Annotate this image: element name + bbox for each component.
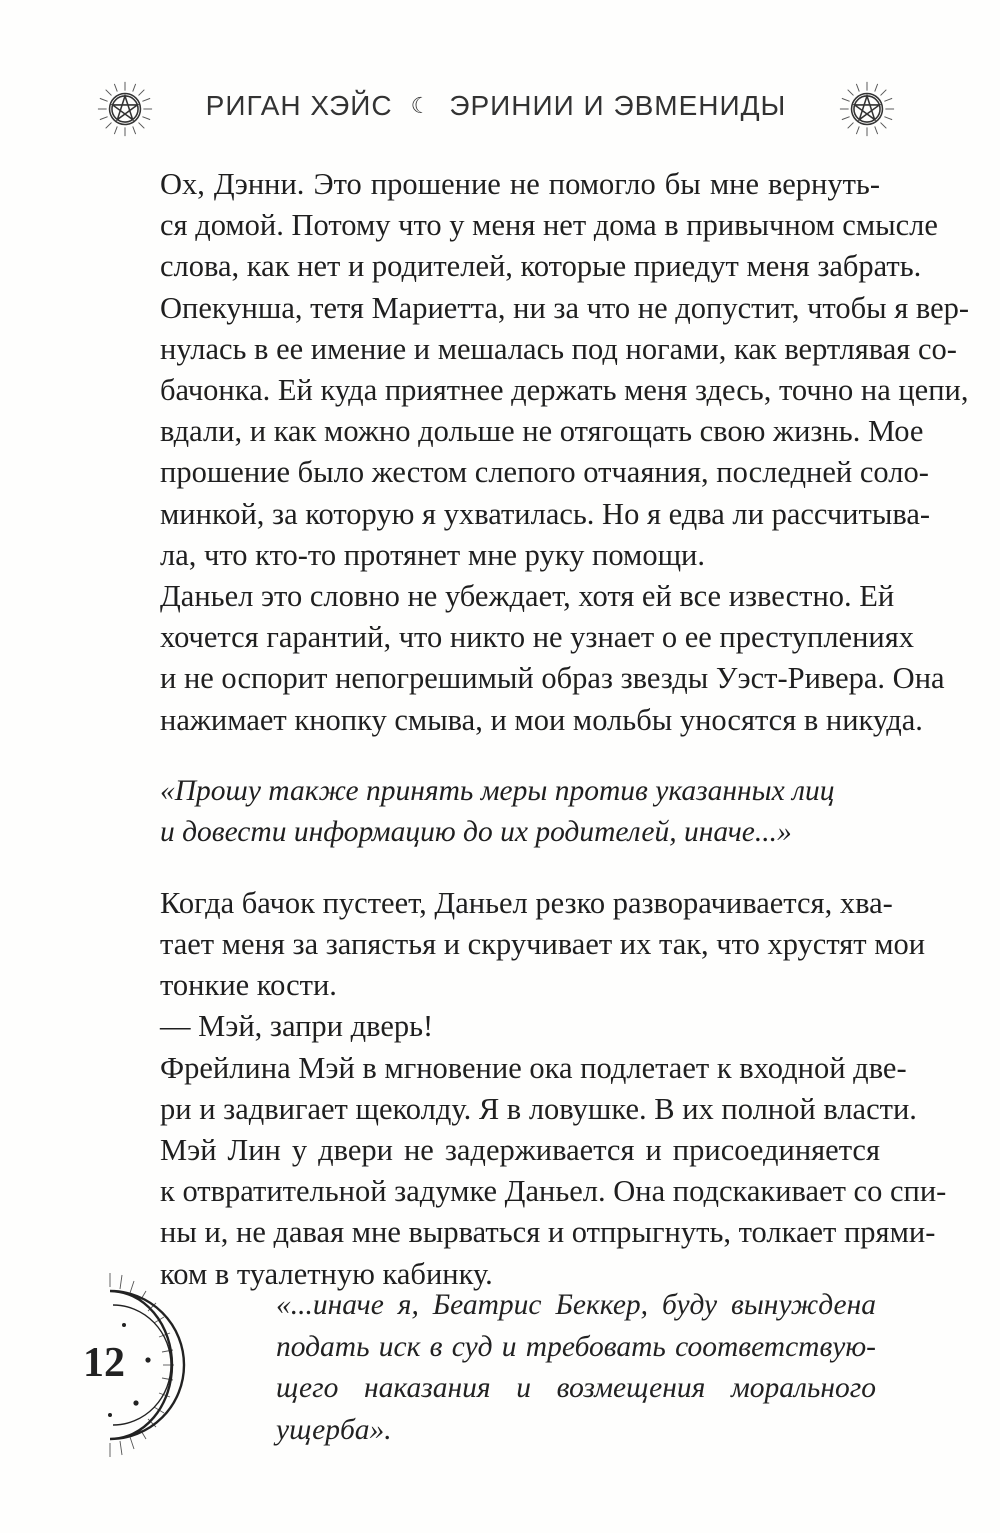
text-line: нулась в ее имение и мешалась под ногами, как вертлявая со- — [160, 331, 957, 366]
text-line: ком в туалетную кабинку. — [160, 1256, 493, 1291]
text-line: хочется гарантий, что никто не узнает о ее преступлениях — [160, 620, 914, 655]
main-text — [120, 164, 970, 1295]
header-author: РИГАН ХЭЙС — [205, 90, 393, 121]
text-line: тонкие кости. — [160, 968, 337, 1003]
text-line: слова, как нет и родителей, которые приедут меня забрать. — [160, 249, 922, 284]
quote-line: и довести информацию до их родителей, иначе...» — [160, 815, 792, 848]
text-line: вдали, и как можно дольше не отягощать свою жизнь. Мое — [160, 414, 924, 449]
text-line: минкой, за которую я ухватилась. Но я едва ли рассчитыва- — [160, 496, 931, 531]
quote-line: щего наказания и возмещения морального — [276, 1372, 876, 1404]
quote-line: «Прошу также принять меры против указанных лиц — [160, 774, 835, 807]
page-number: 12 — [83, 1340, 125, 1386]
paragraph — [120, 576, 945, 741]
text-line: прошение было жестом слепого отчаяния, последней соло- — [160, 455, 929, 490]
text-line: Мэй Лин у двери не задерживается и присоединяется — [160, 1133, 880, 1168]
text-line: ся домой. Потому что у меня нет дома в привычном смысле — [160, 208, 938, 243]
text-line: тает меня за запястья и скручивает их так, что хрустят мои — [160, 927, 926, 962]
text-line: и не оспорит непогрешимый образ звезды Уэст-Ривера. Она — [160, 661, 945, 696]
pentagram-icon — [838, 80, 896, 138]
text-line: бачонка. Ей куда приятнее держать меня здесь, точно на цепи, — [160, 373, 969, 408]
paragraph — [120, 883, 926, 1007]
text-line: Когда бачок пустеет, Даньел резко разворачивается, хва- — [160, 885, 893, 920]
quote-line: подать иск в суд и требовать соответствую- — [276, 1330, 876, 1363]
text-line: Ох, Дэнни. Это прошение не помогло бы мне вернуть- — [160, 167, 880, 201]
header-book-title: ЭРИНИИ И ЭВМЕНИДЫ — [449, 90, 787, 121]
text-line: ри и задвигает щеколду. Я в ловушке. В их полной власти. — [160, 1091, 917, 1126]
quote-line: «...иначе я, Беатрис Беккер, буду вынуждена — [276, 1289, 876, 1321]
italic-quote — [120, 771, 880, 853]
text-line: Опекунша, тетя Мариетта, ни за что не допустит, чтобы я вер- — [160, 290, 970, 325]
header-moon-separator: ☾ — [410, 93, 432, 118]
footer-italic-quote — [276, 1285, 876, 1451]
text-line: Фрейлина Мэй в мгновение ока подлетает к входной две- — [160, 1050, 907, 1085]
page-footer — [80, 1265, 920, 1465]
dialogue-line — [120, 1006, 880, 1047]
paragraph — [120, 1048, 917, 1130]
text-line: ла, что кто-то протянет мне руку помощи. — [160, 537, 706, 572]
text-line: нажимает кнопку смыва, и мои мольбы уносятся в никуда. — [160, 702, 923, 737]
text-line: к отвратительной задумке Даньел. Она подскакивает со спи- — [160, 1174, 947, 1209]
paragraph — [120, 164, 970, 576]
running-header — [96, 80, 896, 140]
text-line: — Мэй, запри дверь! — [160, 1009, 434, 1044]
text-line: ны и, не давая мне вырваться и отпрыгнуть, толкает прями- — [160, 1215, 936, 1250]
text-line: Даньел это словно не убеждает, хотя ей все известно. Ей — [160, 579, 895, 614]
header-title — [96, 90, 896, 122]
quote-line: ущерба». — [276, 1413, 392, 1446]
